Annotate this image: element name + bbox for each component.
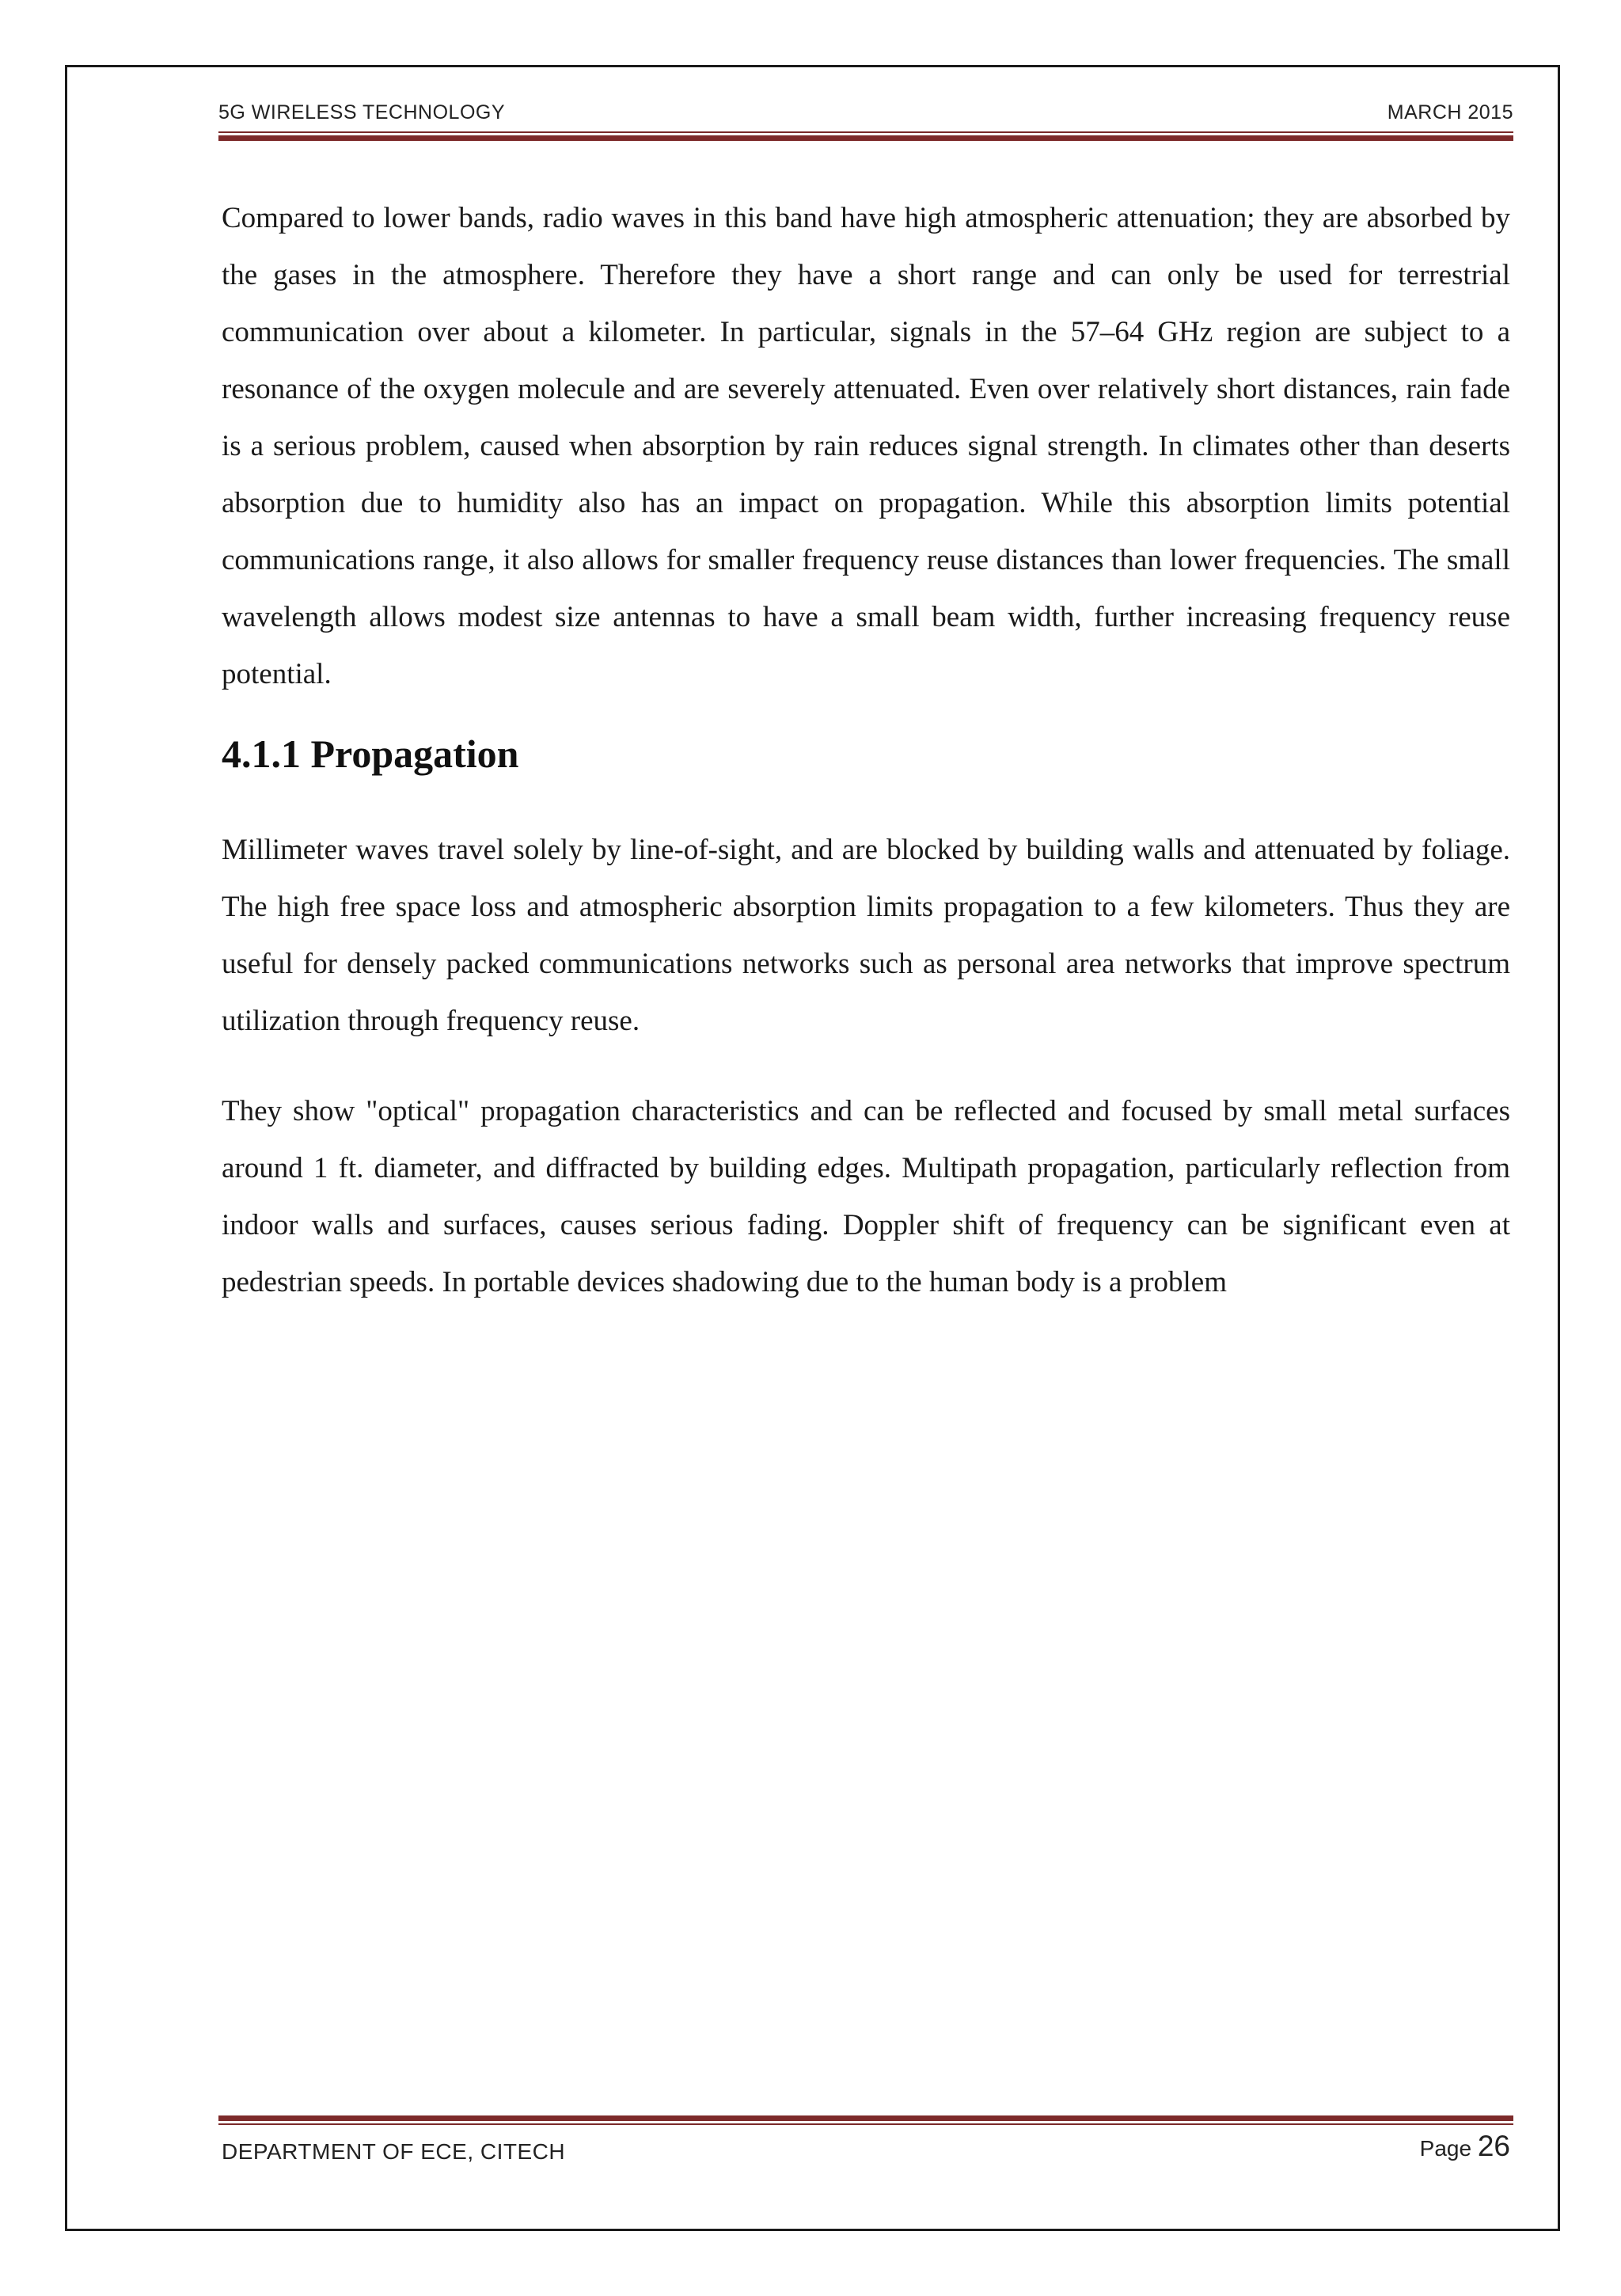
- header-rule-thin: [218, 131, 1513, 133]
- header-rule-thick: [218, 135, 1513, 141]
- body-paragraph: Compared to lower bands, radio waves in this band have high atmospheric attenuation; they are absorbed by the gases in the atmosphere. Therefore they have a short range and can only be used for terrestrial communication over about a kilometer. In particular, signals in the 57–64 GHz region are subject to a resonance of the oxygen molecule and are severely attenuated. Even over relatively short distances, rain fade is a serious problem, caused when absorption by rain reduces signal strength. In climates other than deserts absorption due to humidity also has an impact on propagation. While this absorption limits potential communications range, it also allows for smaller frequency reuse distances than lower frequencies. The small wavelength allows modest size antennas to have a small beam width, further increasing frequency reuse potential.: [222, 202, 1510, 690]
- page-label: Page: [1419, 2136, 1472, 2161]
- page-footer: [218, 2130, 1513, 2169]
- page-content: [222, 190, 1510, 1311]
- footer-rule-thin: [218, 2123, 1513, 2125]
- body-paragraph: Millimeter waves travel solely by line-of-sight, and are blocked by building walls and attenuated by foliage. The high free space loss and atmospheric absorption limits propagation to a few kilometers. Thus they are useful for densely packed communications networks such as personal area networks that improve spectrum utilization through frequency reuse.: [222, 834, 1510, 1037]
- footer-department: DEPARTMENT OF ECE, CITECH: [222, 2139, 566, 2164]
- footer-rule-thick: [218, 2115, 1513, 2121]
- section-heading: 4.1.1 Propagation: [222, 732, 519, 776]
- page-number-value: 26: [1477, 2130, 1510, 2162]
- page-header: [218, 97, 1513, 128]
- header-date: MARCH 2015: [1387, 101, 1513, 124]
- header-title: 5G WIRELESS TECHNOLOGY: [218, 101, 506, 124]
- body-paragraph: They show "optical" propagation characteristics and can be reflected and focused by small metal surfaces around 1 ft. diameter, and diffracted by building edges. Multipath propagation, particularly reflection from indoor walls and surfaces, causes serious fading. Doppler shift of frequency can be significant even at pedestrian speeds. In portable devices shadowing due to the human body is a problem: [222, 1095, 1510, 1298]
- page-number: [1420, 2130, 1510, 2163]
